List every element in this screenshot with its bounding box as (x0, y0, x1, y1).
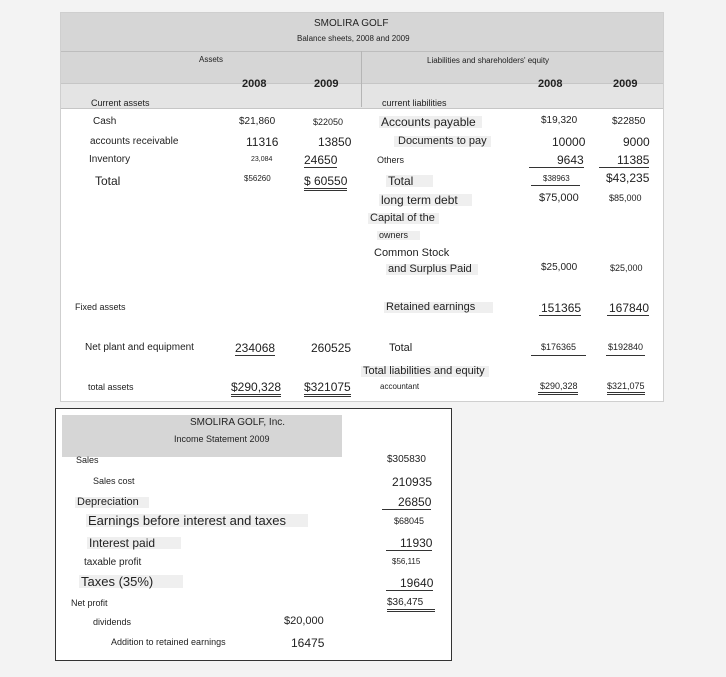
surplus-label: and Surplus Paid (386, 264, 478, 275)
net-profit-value: $36,475 (387, 598, 435, 612)
net-plant-label: Net plant and equipment (85, 342, 194, 353)
current-assets-total-2008: $56260 (244, 174, 271, 183)
others-2008: 9643 (529, 154, 584, 168)
current-assets-label: Current assets (91, 98, 150, 108)
inventory-label: Inventory (89, 154, 131, 165)
year-2009-assets: 2009 (314, 78, 339, 90)
balance-sheet-section-header (61, 51, 663, 84)
docs-pay-2008: 10000 (552, 135, 586, 149)
cash-2009: $22050 (313, 117, 344, 127)
equity-total-2009: $192840 (606, 343, 645, 356)
capital-label: Capital of the (368, 213, 439, 224)
long-term-debt-label: long term debt (379, 194, 472, 206)
total-assets-2008: $290,328 (231, 381, 281, 397)
current-liabilities-label: current liabilities (382, 98, 447, 108)
depreciation-label: Depreciation (75, 497, 149, 508)
sales-cost-value: 210935 (392, 475, 433, 489)
docs-pay-2009: 9000 (623, 135, 650, 149)
liabilities-header: Liabilities and shareholders' equity (427, 56, 550, 65)
common-stock-label: Common Stock (374, 247, 450, 259)
current-assets-total-2009: $ 60550 (304, 175, 347, 191)
accountant-label: accountant (380, 382, 420, 391)
net-profit-label: Net profit (71, 598, 108, 608)
surplus-2009: $25,000 (610, 263, 643, 273)
taxable-profit-value: $56,115 (392, 557, 421, 566)
receivable-label: accounts receivable (90, 136, 179, 147)
year-2009-liabilities: 2009 (613, 78, 638, 90)
long-term-debt-2009: $85,000 (609, 193, 642, 203)
cash-label: Cash (93, 116, 117, 127)
taxes-value: 19640 (386, 577, 433, 591)
income-statement (55, 408, 452, 661)
income-statement-subtitle: Income Statement 2009 (174, 434, 270, 444)
taxes-label: Taxes (35%) (79, 575, 183, 588)
cash-2008: $21,860 (239, 116, 276, 127)
dividends-value: $20,000 (284, 615, 324, 627)
dividends-label: dividends (93, 617, 132, 627)
equity-total-label: Total (389, 342, 413, 354)
balance-sheet (60, 12, 664, 402)
inventory-2009: 24650 (304, 153, 338, 167)
interest-value: 11930 (386, 537, 432, 551)
sales-label: Sales (76, 455, 99, 465)
income-statement-title: SMOLIRA GOLF, Inc. (190, 417, 286, 428)
ebit-value: $68045 (394, 516, 425, 526)
net-plant-2008: 234068 (235, 341, 276, 355)
payable-label: Accounts payable (379, 116, 482, 128)
sales-cost-label: Sales cost (93, 476, 135, 486)
others-2009: 11385 (599, 154, 649, 168)
current-liabilities-total-2009: $43,235 (606, 171, 650, 185)
others-label: Others (377, 155, 405, 165)
balance-sheet-year-row (61, 83, 663, 109)
current-liabilities-total-label: Total (386, 175, 433, 187)
receivable-2008: 11316 (246, 135, 279, 149)
surplus-2008: $25,000 (541, 262, 578, 273)
payable-2008: $19,320 (541, 115, 578, 126)
payable-2009: $22850 (612, 116, 646, 127)
balance-sheet-subtitle: Balance sheets, 2008 and 2009 (297, 34, 410, 43)
retained-earnings-2008: 151365 (541, 301, 582, 315)
inventory-2008: 23,084 (251, 156, 273, 163)
long-term-debt-2008: $75,000 (539, 192, 579, 204)
total-assets-label: total assets (88, 382, 134, 392)
current-assets-total-label: Total (95, 174, 121, 188)
net-plant-2009: 260525 (311, 341, 352, 355)
retained-earnings-label: Retained earnings (384, 302, 493, 313)
depreciation-value: 26850 (382, 496, 431, 510)
receivable-2009: 13850 (318, 135, 352, 149)
company-title: SMOLIRA GOLF (314, 18, 389, 29)
fixed-assets-label: Fixed assets (75, 302, 126, 312)
current-liabilities-total-2008: $38963 (531, 175, 580, 186)
retained-earnings-2009: 167840 (609, 301, 650, 315)
taxable-profit-label: taxable profit (84, 557, 142, 568)
interest-label: Interest paid (87, 537, 181, 549)
assets-header: Assets (199, 55, 224, 64)
equity-total-2008: $176365 (531, 343, 586, 356)
accountant-2009: $321,075 (607, 382, 645, 395)
owners-label: owners (377, 231, 420, 240)
retained-addition-value: 16475 (291, 636, 325, 650)
column-divider (361, 51, 362, 107)
retained-addition-label: Addition to retained earnings (111, 637, 226, 647)
docs-pay-label: Documents to pay (394, 136, 491, 147)
accountant-2008: $290,328 (538, 382, 578, 395)
sales-value: $305830 (387, 454, 426, 465)
ebit-label: Earnings before interest and taxes (86, 514, 308, 527)
total-assets-2009: $321075 (304, 381, 351, 397)
total-liabilities-equity-label: Total liabilities and equity (361, 366, 489, 377)
year-2008-liabilities: 2008 (538, 78, 563, 90)
year-2008-assets: 2008 (242, 78, 267, 90)
